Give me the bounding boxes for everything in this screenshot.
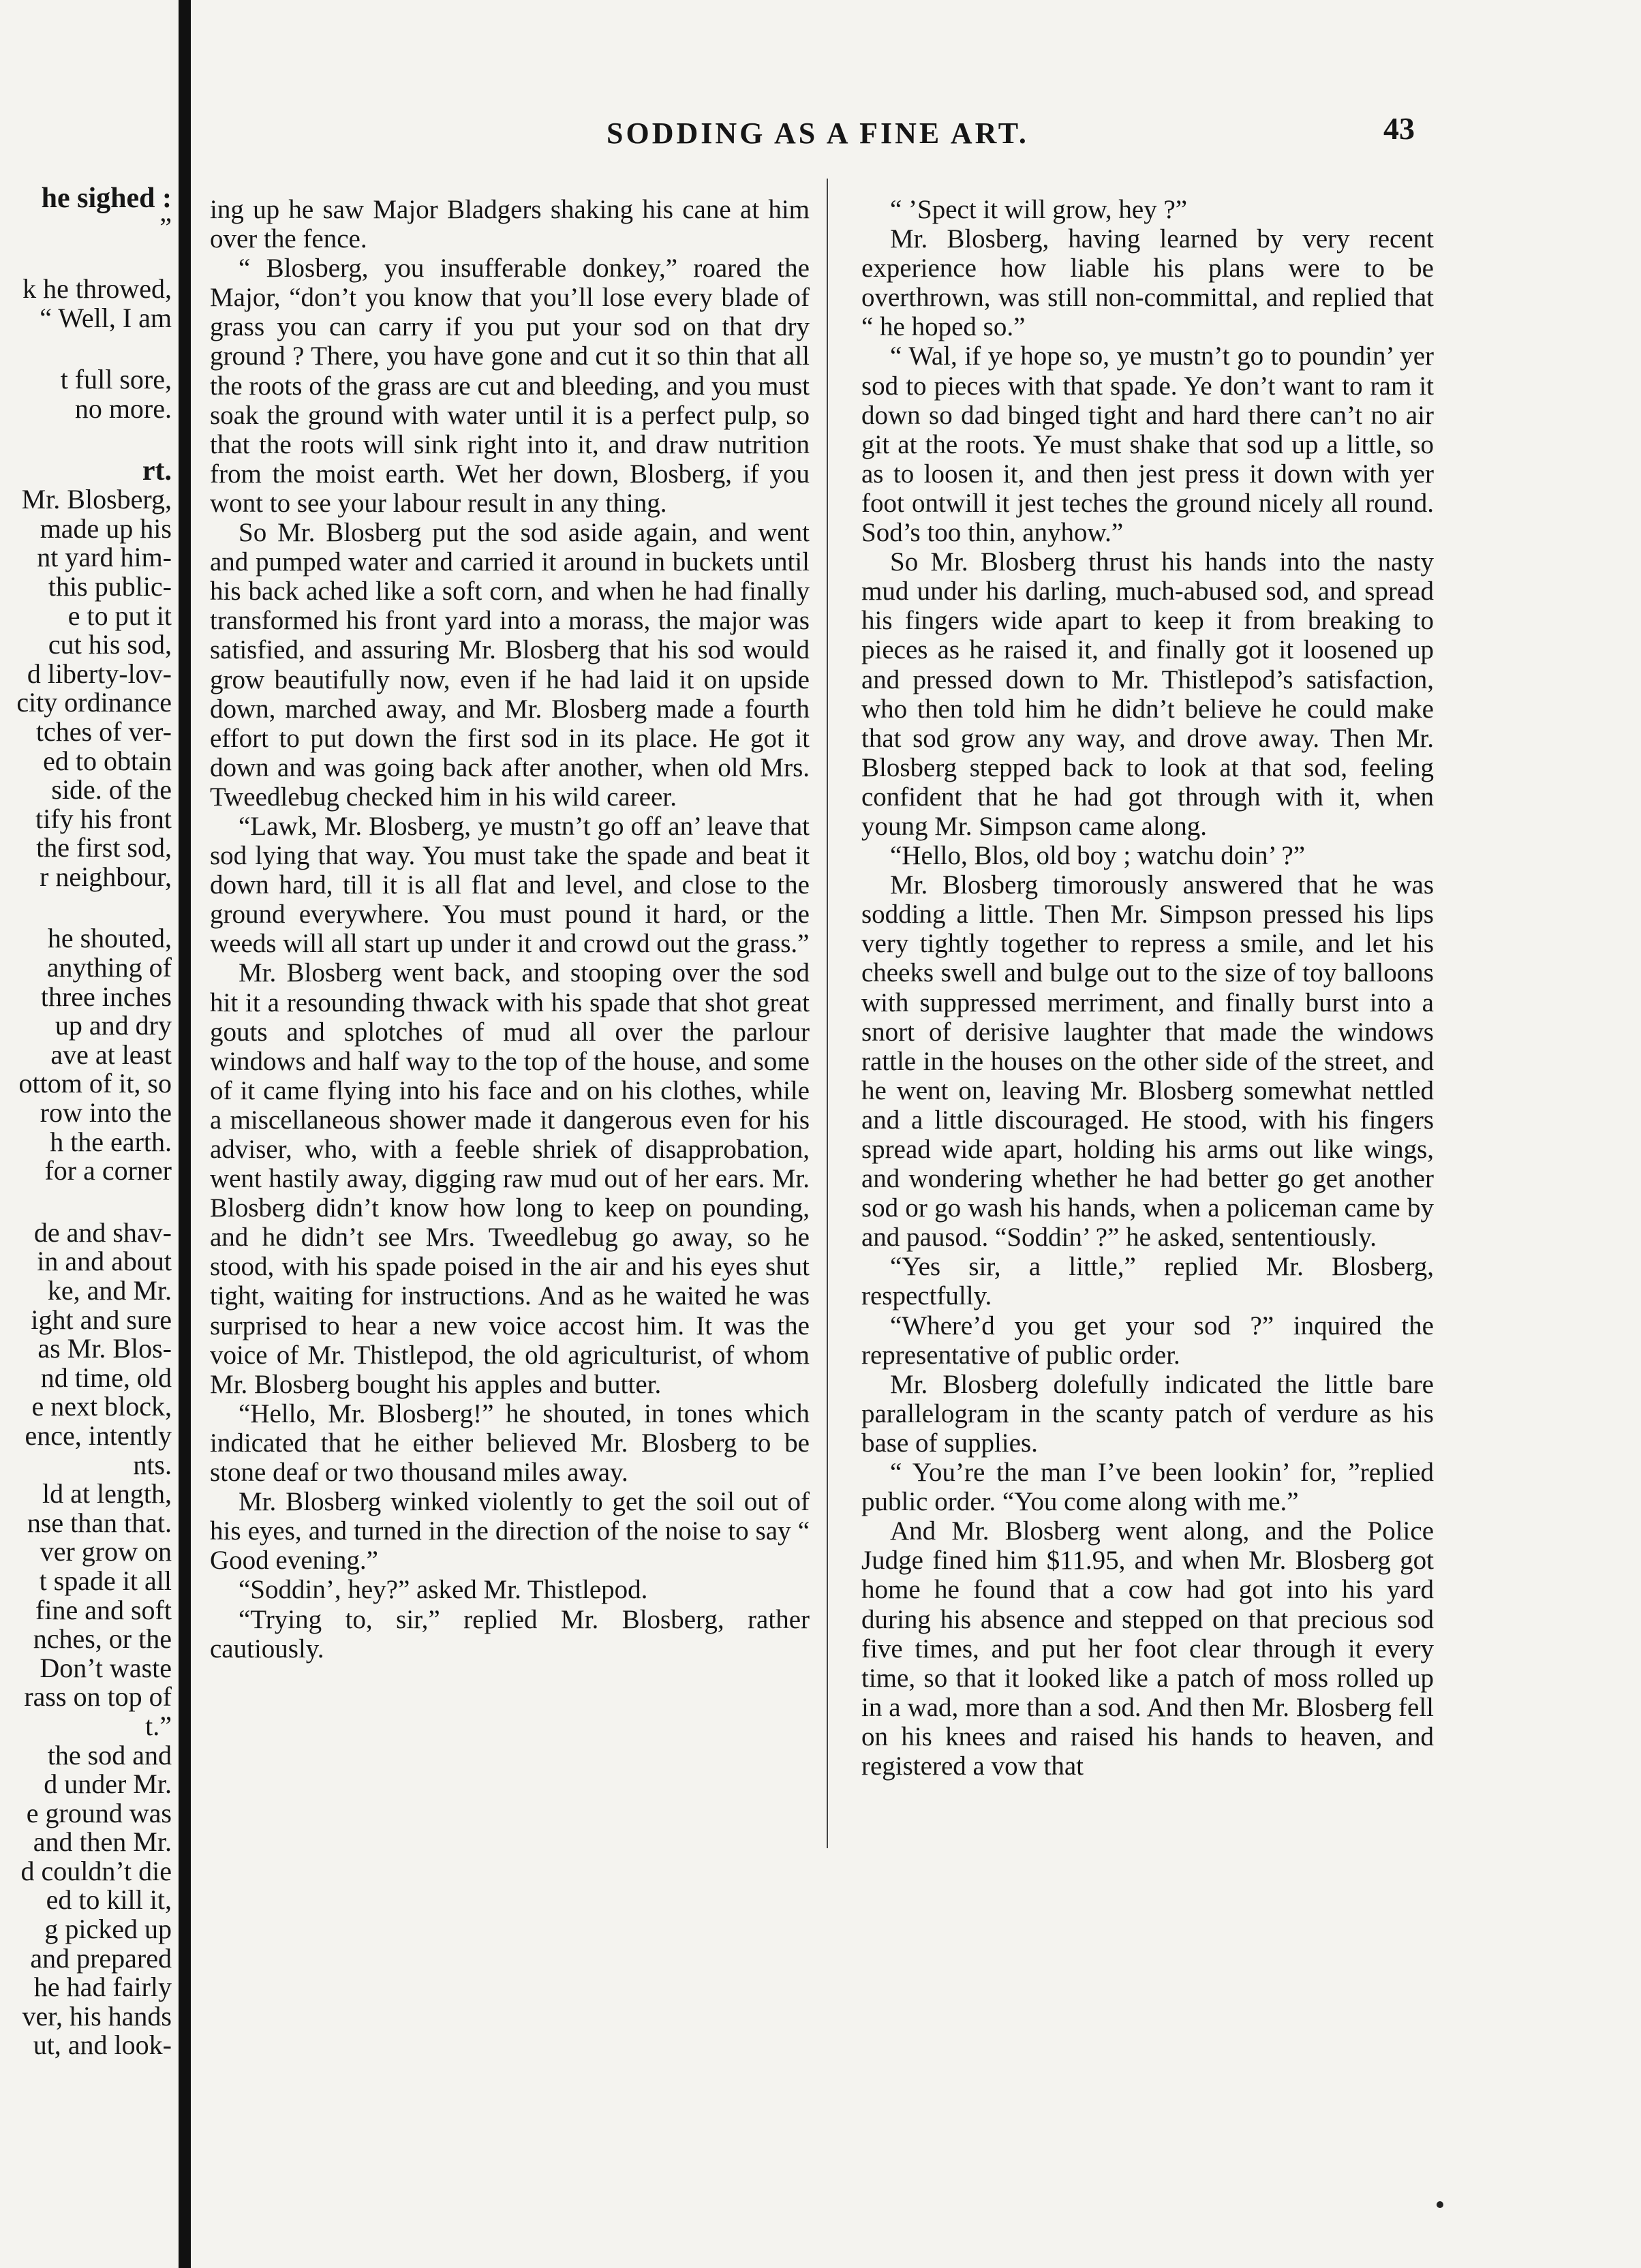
- fragment-line: e ground was: [26, 1797, 172, 1828]
- fragment-line: [16, 242, 172, 275]
- fragment-line: row into the: [40, 1097, 172, 1129]
- paragraph: “Where’d you get your sod ?” inquired the representative of public order.: [861, 1311, 1434, 1370]
- paragraph: “ Wal, if ye hope so, ye mustn’t go to poundin’ yer sod to pieces with that spade. Ye don’t want to ram it down so dad binged tight and hard there can’t no air git at the roots. Ye must shake that sod up a little, so as to loosen it, and then jest press it down with yer foot ontwill it jest teches the ground nicely all round. Sod’s too thin, anyhow.”: [861, 341, 1434, 548]
- fragment-line: t.”: [145, 1710, 172, 1741]
- fragment-line: e to put it: [67, 600, 172, 631]
- fragment-line: as Mr. Blos-: [37, 1333, 172, 1364]
- column-divider: [827, 179, 828, 1848]
- paragraph: Mr. Blosberg, having learned by very recent experience how liable his plans were to be overthrown, was still non-committal, and replied that “ he hoped so.”: [861, 224, 1434, 342]
- fragment-line: this public-: [48, 570, 172, 602]
- fragment-line: ld at length,: [42, 1478, 172, 1510]
- fragment-line: nches, or the: [33, 1623, 172, 1655]
- fragment-line: [16, 424, 172, 457]
- paragraph: Mr. Blosberg timorously answered that he was sodding a little. Then Mr. Simpson pressed his lips very tightly together to repress a smile, and let his cheeks swell and bulge out to the size of toy balloons with suppressed merriment, and finally burst into a snort of derisive laughter that made the windows rattle in the houses on the other side of the street, and he went on, leaving Mr. Blosberg somewhat nettled and a little discouraged. He stood, with his fingers spread wide apart, holding his arms out like wings, and wondering whether he had better go get another sod or go wash his hands, when a policeman came by and pausod. “Soddin’ ?” he asked, sententiously.: [861, 870, 1434, 1253]
- fragment-line: h the earth.: [50, 1126, 172, 1157]
- fragment-line: for a corner: [44, 1155, 172, 1186]
- fragment-line: “ Well, I am: [40, 302, 172, 333]
- fragment-line: ke, and Mr.: [47, 1275, 172, 1306]
- fragment-line: d under Mr.: [44, 1768, 172, 1800]
- fragment-line: r neighbour,: [40, 861, 172, 892]
- running-header: [204, 109, 1445, 150]
- fragment-line: ence, intently: [25, 1420, 172, 1451]
- fragment-line: ver, his hands: [22, 2000, 172, 2032]
- paragraph: “Trying to, sir,” replied Mr. Blosberg, rather cautiously.: [210, 1604, 810, 1664]
- fragment-line: [16, 1186, 172, 1219]
- fragment-line: nse than that.: [27, 1507, 172, 1538]
- paragraph: “ ’Spect it will grow, hey ?”: [890, 195, 1188, 224]
- fragment-line: [16, 333, 172, 365]
- fragment-line: the sod and: [47, 1739, 172, 1771]
- fragment-line: Mr. Blosberg,: [21, 484, 172, 515]
- fragment-line: cut his sod,: [48, 629, 172, 660]
- fragment-line: side. of the: [51, 774, 172, 806]
- fragment-line: three inches: [40, 981, 172, 1012]
- fragment-line: in and about: [37, 1246, 172, 1277]
- fragment-line: ight and sure: [31, 1304, 172, 1335]
- paragraph: “Lawk, Mr. Blosberg, ye mustn’t go off an’ leave that sod lying that way. You must take the spade and beat it down hard, till it is all flat and level, and close to the ground everywhere. You must pound it hard, or the weeds will all start up under it and crowd out the grass.”: [210, 811, 810, 959]
- fragment-line: g picked up: [44, 1914, 172, 1945]
- fragment-line: fine and soft: [35, 1594, 172, 1625]
- paragraph: So Mr. Blosberg thrust his hands into the nasty mud under his darling, much-abused sod, and spread his fingers wide apart to keep it from breaking to pieces as he raised it, and finally got it loosened up and pressed down to Mr. Thistlepod’s satisfaction, who then told him he didn’t believe he could make that sod grow any way, and drove away. Then Mr. Blosberg stepped back to look at that sod, feeling confident that he had got through with it, when young Mr. Simpson came along.: [861, 547, 1434, 841]
- fragment-line: rt.: [142, 455, 172, 487]
- fragment-line: nts.: [133, 1449, 172, 1480]
- fragment-line: city ordinance: [16, 687, 172, 718]
- fragment-line: nt yard him-: [37, 542, 172, 573]
- page-number: 43: [1383, 111, 1415, 146]
- fragment-line: he shouted,: [47, 923, 172, 954]
- paragraph: And Mr. Blosberg went along, and the Police Judge fined him $11.95, and when Mr. Blosberg got home he found that a cow had got into his yard during his absence and stepped on that precious sod five times, and put her foot clear through it every time, so that it looked like a patch of moss rolled up in a wad, more than a sod. And then Mr. Blosberg fell on his knees and raised his hands to heaven, and registered a vow that: [861, 1516, 1434, 1781]
- fragment-line: e next block,: [31, 1391, 172, 1422]
- fragment-line: made up his: [40, 512, 172, 544]
- fragment-line: and prepared: [30, 1942, 172, 1974]
- page-gutter: [179, 0, 191, 2268]
- paragraph: Mr. Blosberg winked violently to get the soil out of his eyes, and turned in the direction of the noise to say “ Good evening.”: [210, 1487, 810, 1576]
- fragment-line: up and dry: [55, 1010, 172, 1041]
- fragment-line: he sighed :: [41, 183, 172, 214]
- fragment-line: no more.: [74, 393, 172, 424]
- paragraph: “Soddin’, hey?” asked Mr. Thistlepod.: [239, 1575, 648, 1605]
- paragraph: “Hello, Mr. Blosberg!” he shouted, in tones which indicated that he either believed Mr. Blosberg to be stone deaf or two thousand miles away.: [210, 1398, 810, 1488]
- fragment-line: nd time, old: [40, 1362, 172, 1393]
- fragment-line: ave at least: [50, 1039, 172, 1070]
- fragment-line: tches of ver-: [35, 716, 172, 747]
- fragment-line: d couldn’t die: [20, 1855, 172, 1886]
- fragment-line: ver grow on: [40, 1536, 172, 1567]
- fragment-line: the first sod,: [36, 832, 172, 863]
- fragment-line: and then Mr.: [33, 1826, 172, 1858]
- paragraph: “Yes sir, a little,” replied Mr. Blosberg, respectfully.: [861, 1252, 1434, 1311]
- fragment-line: ”: [159, 211, 172, 243]
- fragment-line: he had fairly: [33, 1972, 172, 2003]
- fragment-line: anything of: [46, 952, 172, 983]
- previous-page-fragment: [0, 0, 176, 2268]
- fragment-line: t full sore,: [60, 364, 172, 395]
- fragment-line: d liberty-lov-: [27, 658, 172, 689]
- previous-page-text: [16, 184, 172, 2060]
- paragraph: “Hello, Blos, old boy ; watchu doin’ ?”: [890, 841, 1306, 871]
- fragment-line: Don’t waste: [40, 1652, 172, 1683]
- paragraph: “ You’re the man I’ve been lookin’ for, ”replied public order. “You come along with me.”: [861, 1458, 1434, 1517]
- fragment-line: k he throwed,: [22, 273, 172, 305]
- fragment-line: ed to kill it,: [46, 1884, 172, 1916]
- text-column-right: [861, 195, 1434, 1781]
- fragment-line: ut, and look-: [33, 2029, 172, 2061]
- paragraph: “ Blosberg, you insufferable donkey,” roared the Major, “don’t you know that you’ll lose every blade of grass you can carry if you put your sod on that dry ground ? There, you have gone and cut it so thin that all the roots of the grass are cut and bleeding, and you must soak the ground with water until it is a perfect pulp, so that the roots will sink right into it, and draw nutrition from the moist earth. Wet her down, Blosberg, if you wont to see your labour result in any thing.: [210, 254, 810, 518]
- fragment-line: [16, 891, 172, 924]
- fragment-line: de and shav-: [33, 1216, 172, 1248]
- paragraph: So Mr. Blosberg put the sod aside again, and went and pumped water and carried it around in buckets until his back ached like a soft corn, and when he had finally transformed his front yard into a morass, the major was satisfied, and assuring Mr. Blosberg that his sod would grow beautifully now, even if he had laid it on upside down, marched away, and Mr. Blosberg made a fourth effort to put down the first sod in its place. He got it down and was going back after another, when old Mrs. Tweedlebug checked him in his wild career.: [210, 518, 810, 812]
- fragment-line: t spade it all: [39, 1565, 172, 1596]
- fragment-line: ed to obtain: [43, 745, 172, 776]
- paragraph: Mr. Blosberg went back, and stooping over the sod hit it a resounding thwack with his spade that shot great gouts and splotches of mud all over the parlour windows and half way to the top of the house, and some of it came flying into his face and on his clothes, while a miscellaneous shower made it dangerous even for his adviser, who, with a feeble shriek of disapprobation, went hastily away, digging raw mud out of her ears. Mr. Blosberg didn’t know how long to keep on pounding, and he didn’t see Mrs. Tweedlebug go away, so he stood, with his spade poised in the air and his eyes shut tight, waiting for instructions. And as he waited he was surprised to hear a new voice accost him. It was the voice of Mr. Thistlepod, the old agriculturist, of whom Mr. Blosberg bought his apples and butter.: [210, 958, 810, 1399]
- running-title: SODDING AS A FINE ART.: [607, 117, 1029, 150]
- fragment-line: rass on top of: [24, 1681, 172, 1713]
- fragment-line: ottom of it, so: [18, 1068, 172, 1099]
- paragraph: ing up he saw Major Bladgers shaking his cane at him over the fence.: [210, 195, 810, 254]
- fragment-line: tify his front: [35, 803, 172, 834]
- paragraph: Mr. Blosberg dolefully indicated the little bare parallelogram in the scanty patch of verdure as his base of supplies.: [861, 1369, 1434, 1458]
- text-column-left: [210, 195, 810, 1664]
- printer-mark: [1437, 2201, 1443, 2208]
